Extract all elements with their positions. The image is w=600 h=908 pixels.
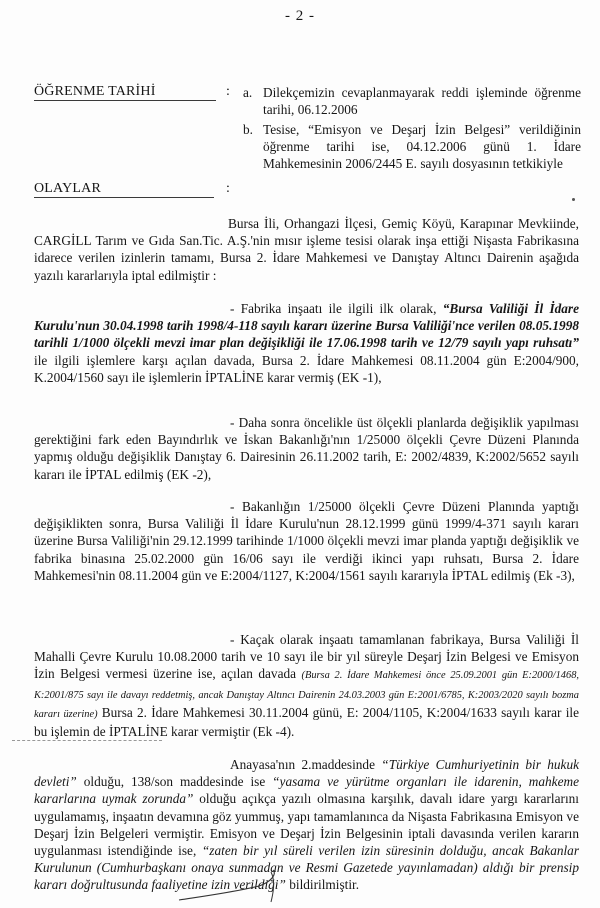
olaylar-label: OLAYLAR (34, 181, 101, 196)
scan-dashed-mark (12, 740, 162, 741)
olaylar-colon: : (226, 181, 230, 196)
p4-tail: Bursa 2. İdare Mahkemesi 30.11.2004 günü, E: 2004/1105, K:2004/1633 sayılı karar ile bu işlemin de İPTALİNE karar vermiştir (Ek -4). (34, 704, 580, 740)
p1-tail: ile ilgili işlemlere karşı açılan davada, Bursa 2. İdare Mahkemesi 08.11.2004 gün E:2004/900, K.2004/1560 sayı ile işlemlerin İPTALİNE karar vermiş (EK -1), (34, 352, 579, 385)
p1-lead: - Fabrika inşaatı ile ilgili ilk olarak, (230, 301, 437, 316)
paragraph-4 (34, 631, 579, 740)
page-number: - 2 - (285, 8, 315, 24)
intro-paragraph: Bursa İli, Orhangazi İlçesi, Gemiç Köyü, Karapınar Mevkiinde, CARGİLL Tarım ve Gıda San.Tic. A.Ş.'nin mısır işleme tesisi olarak inşa ettiği Nişasta Fabrikasına idarece verilen izinlerin tamamı, Bursa 2. İdare Mahkemesi ve Danıştay Altıncı Dairenin aşağıda yazılı kararlarıyla iptal edilmiştir : (34, 216, 579, 283)
p5-quote-1: “Türkiye Cumhuriyetinin bir hukuk devleti” (34, 757, 579, 790)
item-b-marker: b. (243, 122, 253, 137)
paragraph-1 (34, 300, 579, 386)
p4-lead: - Kaçak olarak inşaatı tamamlanan fabrikaya, Bursa Valiliği İl Mahalli Çevre Kurulu 10.08.2000 tarih ve 10 sayı ile bir yıl süreyle Deşarj İzin Belgesi ve Emisyon İzin Belgesi vermesi üzerine ise, açılan davada (34, 632, 579, 682)
p5-c: olduğu, 138/son maddesinde ise (83, 774, 266, 790)
ogrenme-underline (34, 100, 216, 101)
paragraph-2: - Daha sonra öncelikle üst ölçekli planlarda değişiklik yapılması gerektiğini fark eden Bayındırlık ve İskan Bakanlığı'nın 1/25000 ölçekli Çevre Düzeni Planında yapmış olduğu değişiklik Danıştay 6. Dairesinin 26.11.2002 tarih, E: 2002/4839, K:2002/5652 sayılı kararı ile İPTAL edilmiş (EK -2), (34, 415, 579, 482)
paragraph-5 (34, 756, 579, 894)
p5-g: bildirilmiştir. (289, 877, 360, 893)
paragraph-3: - Bakanlığın 1/25000 ölçekli Çevre Düzeni Planında yaptığı değişiklikten sonra, Bursa Valiliği İl İdare Kurulu'nun 28.12.1999 günü 1999/4-371 sayılı kararı üzerine Bursa Valiliği'nin 29.12.1999 tarihinde 1/1000 ölçekli mevzi imar planda yaptığı değişiklik ve fabrika binasına 25.02.2000 gün 16/06 sayı ile verdiği ikinci yapı ruhsatı, Bursa 2. İdare Mahkemesi'nin 08.11.2004 gün ve E:2004/1127, K:2004/1561 sayılı kararıyla İPTAL edilmiş (Ek -3), (34, 499, 579, 583)
item-b-text: Tesise, “Emisyon ve Deşarj İzin Belgesi” verildiğinin öğrenme tarihi ise, 04.12.2006 günü 1. İdare Mahkemesinin 2006/2445 E. sayılı dosyasının tetkikiyle (263, 122, 581, 171)
scan-speck (572, 198, 575, 201)
handwritten-stroke (175, 866, 295, 906)
p4-parenthetical: (Bursa 2. İdare Mahkemesi önce 25.09.2001 gün E:2000/1468, K:2001/875 sayı ile davayı reddetmiş, ancak Danıştay Altıncı Dairenin 24.03.2003 gün E:2001/6785, K:2003/2020 sayılı bozma kararı üzerine) (34, 670, 579, 720)
item-a-text: Dilekçemizin cevaplanmayarak reddi işleminde öğrenme tarihi, 06.12.2006 (263, 85, 581, 117)
item-a-marker: a. (243, 85, 253, 100)
p5-quote-3: “zaten bir yıl süreli verilen izin süresinin dolduğu, ancak Bakanlar Kurulunun (Cumhurbaşkanı onaya sunmadan ve Resmi Gazetede yayınlamadan) aldığı bir prensip kararı doğrultusunda faaliyetine izin verildiği” (34, 843, 580, 893)
p5-e: olduğu açıkça yazılı olmasına karşılık, davalı idare yargı kararlarını uygulamamış, inşaatın devamına göz yummuş, yapı tamamlanınca da Nişasta Fabrikasına Emisyon ve Deşarj İzin Belgeleri vermiştir. Emisyon ve Deşarj İzin Belgesinin iptali davasında verilen kararın uygulanması istendiğinde ise, (34, 791, 579, 859)
ogrenme-colon: : (226, 84, 230, 99)
olaylar-underline (34, 197, 214, 198)
p5-quote-2: “yasama ve yürütme organları ile idarenin, mahkeme kararlarına uymak zorunda” (34, 774, 579, 807)
p1-bold-quote: “Bursa Valiliği İl İdare Kurulu'nun 30.04.1998 tarih 1998/4-118 sayılı kararı üzerine Bursa Valiliği'nce verilen 08.05.1998 tarihli 1/1000 ölçekli mevzi imar plan değişikliği ile 17.06.1998 tarih ve 12/79 sayılı yapı ruhsatı” (34, 301, 580, 351)
p5-a: Anayasa'nın 2.maddesinde (230, 757, 375, 772)
ogrenme-tarihi-label: ÖĞRENME TARİHİ (34, 84, 156, 99)
